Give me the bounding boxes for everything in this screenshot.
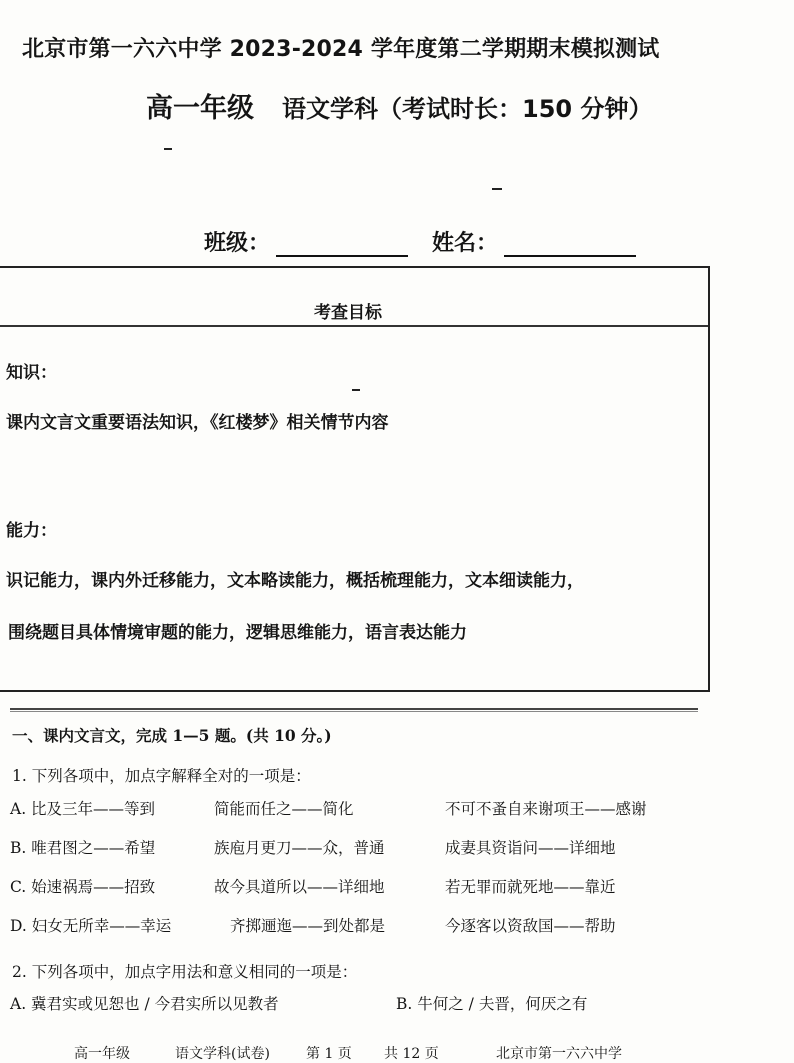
knowledge-text: 课内文言文重要语法知识，《红楼梦》相关情节内容 — [6, 413, 389, 433]
ability-line-1: 识记能力，课内外迁移能力，文本略读能力，概括梳理能力，文本细读能力， — [6, 571, 584, 591]
grade-label: 高一年级 — [146, 93, 254, 124]
q1-option-c-1[interactable]: C. 始速祸焉——招致 — [10, 878, 156, 896]
q1-option-a-2: 简能而任之——简化 — [214, 800, 354, 818]
q1-option-b-3: 成妻具资诣问——详细地 — [445, 839, 616, 857]
subject-label: 语文学科（考试时长：150 分钟） — [282, 95, 653, 123]
exam-subtitle — [146, 86, 652, 125]
q2-option-a[interactable]: A. 冀君实或见恕也 / 今君实所以见教者 — [10, 995, 279, 1013]
q1-option-c-2: 故今具道所以——详细地 — [214, 878, 385, 896]
footer-grade: 高一年级 — [74, 1046, 130, 1062]
section-1-heading: 一、课内文言文，完成 1—5 题。(共 10 分。) — [12, 726, 332, 745]
q1-option-c-3: 若无罪而就死地——靠近 — [445, 878, 616, 896]
class-field[interactable] — [204, 226, 408, 257]
q1-option-a-1[interactable]: A. 比及三年——等到 — [10, 800, 156, 818]
scan-mark — [492, 188, 502, 190]
class-label: 班级： — [204, 231, 271, 256]
exam-title: 北京市第一六六中学 2023-2024 学年度第二学期期末模拟测试 — [22, 37, 660, 62]
knowledge-label: 知识： — [6, 363, 57, 383]
ability-label: 能力： — [6, 521, 57, 541]
q1-option-d-3: 今逐客以资敌国——帮助 — [445, 917, 616, 935]
footer-school: 北京市第一六六中学 — [496, 1046, 622, 1062]
scan-mark — [352, 389, 360, 391]
footer-total: 共 12 页 — [384, 1046, 439, 1062]
q1-option-d-2: 齐掷逦迤——到处都是 — [230, 917, 386, 935]
section-divider — [10, 708, 698, 712]
class-blank[interactable] — [276, 233, 408, 257]
q1-option-d-1[interactable]: D. 妇女无所幸——幸运 — [10, 917, 172, 935]
question-1-stem: 1. 下列各项中，加点字解释全对的一项是： — [12, 767, 311, 785]
q2-option-b[interactable]: B. 牛何之 / 夫晋，何厌之有 — [396, 995, 588, 1013]
objectives-heading: 考查目标 — [314, 303, 382, 323]
name-label: 姓名： — [432, 231, 499, 256]
q1-option-a-3: 不可不蚤自来谢项王——感谢 — [445, 800, 647, 818]
name-field[interactable] — [432, 226, 636, 257]
name-blank[interactable] — [504, 233, 636, 257]
q1-option-b-2: 族庖月更刀——众，普通 — [214, 839, 385, 857]
footer-page: 第 1 页 — [306, 1046, 352, 1062]
footer-subject: 语文学科(试卷) — [175, 1046, 270, 1062]
ability-line-2: 围绕题目具体情境审题的能力，逻辑思维能力，语言表达能力 — [8, 623, 467, 643]
q1-option-b-1[interactable]: B. 唯君图之——希望 — [10, 839, 156, 857]
scan-mark — [164, 148, 172, 150]
objectives-header — [0, 268, 708, 327]
question-2-stem: 2. 下列各项中，加点字用法和意义相同的一项是： — [12, 963, 358, 981]
